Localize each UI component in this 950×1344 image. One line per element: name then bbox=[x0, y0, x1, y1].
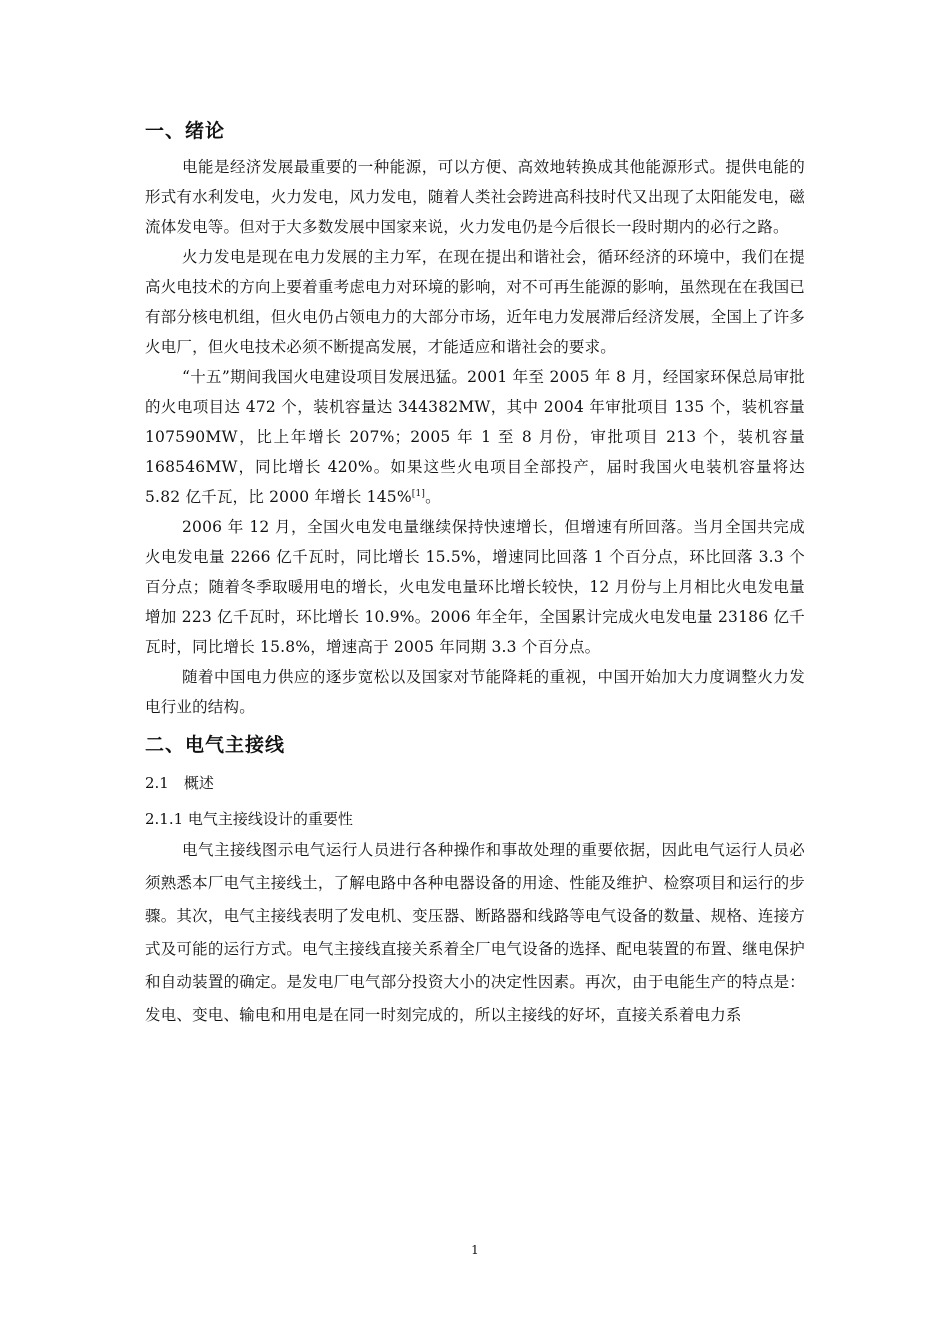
section-2-heading: 二、电气主接线 bbox=[145, 734, 286, 756]
section-1-paragraph-4: 2006 年 12 月，全国火电发电量继续保持快速增长，但增速有所回落。当月全国共完成火电发电量 2266 亿千瓦时，同比增长 15.5%，增速同比回落 1 个百分点，环比回落 3.3 个百分点；随着冬季取暖用电的增长，火电发电量环比增长较快，12 月份与上月相比火电发电量增加 223 亿千瓦时，环比增长 10.9%。2006 年全年，全国累计完成火电发电量 23186 亿千瓦时，同比增长 15.8%，增速高于 2005 年同期 3.3 个百分点。 bbox=[145, 518, 805, 656]
subsection-2-1-1-heading: 2.1.1 电气主接线设计的重要性 bbox=[145, 810, 353, 828]
citation-reference[interactable]: [1] bbox=[411, 488, 426, 499]
paragraph-3-text: “十五”期间我国火电建设项目发展迅猛。2001 年至 2005 年 8 月，经国家环保总局审批的火电项目达 472 个，装机容量达 344382MW，其中 2004 年审批项目 135 个，装机容量 107590MW，比上年增长 207%；2005 年 1 至 8 月份，审批项目 213 个，装机容量 168546MW，同比增长 420%。如果这些火电项目全部投产，届时我国火电装机容量将达 5.82 亿千瓦，比 2000 年增长 145% bbox=[145, 368, 805, 506]
section-1-paragraph-5: 随着中国电力供应的逐步宽松以及国家对节能降耗的重视，中国开始加大力度调整火力发电行业的结构。 bbox=[145, 668, 805, 716]
page-number: 1 bbox=[471, 1243, 479, 1257]
section-1-paragraph-3 bbox=[145, 362, 805, 512]
section-1-heading: 一、绪论 bbox=[145, 120, 226, 142]
subsection-2-1-heading: 2.1 概述 bbox=[145, 774, 214, 792]
section-1-paragraph-2: 火力发电是现在电力发展的主力军，在现在提出和谐社会，循环经济的环境中，我们在提高火电技术的方向上要着重考虑电力对环境的影响，对不可再生能源的影响，虽然现在在我国已有部分核电机组，但火电仍占领电力的大部分市场，近年电力发展滞后经济发展，全国上了许多火电厂，但火电技术必须不断提高发展，才能适应和谐社会的要求。 bbox=[145, 248, 805, 356]
paragraph-3-end: 。 bbox=[425, 488, 441, 506]
section-1-paragraph-1: 电能是经济发展最重要的一种能源，可以方便、高效地转换成其他能源形式。提供电能的形式有水利发电，火力发电，风力发电，随着人类社会跨进高科技时代又出现了太阳能发电，磁流体发电等。但对于大多数发展中国家来说，火力发电仍是今后很长一段时期内的必行之路。 bbox=[145, 158, 805, 236]
page-content bbox=[145, 116, 805, 1032]
section-2-paragraph-1: 电气主接线图示电气运行人员进行各种操作和事故处理的重要依据，因此电气运行人员必须熟悉本厂电气主接线土，了解电路中各种电器设备的用途、性能及维护、检察项目和运行的步骤。其次，电气主接线表明了发电机、变压器、断路器和线路等电气设备的数量、规格、连接方式及可能的运行方式。电气主接线直接关系着全厂电气设备的选择、配电装置的布置、继电保护和自动装置的确定。是发电厂电气部分投资大小的决定性因素。再次，由于电能生产的特点是：发电、变电、输电和用电是在同一时刻完成的，所以主接线的好坏，直接关系着电力系 bbox=[145, 841, 805, 1024]
